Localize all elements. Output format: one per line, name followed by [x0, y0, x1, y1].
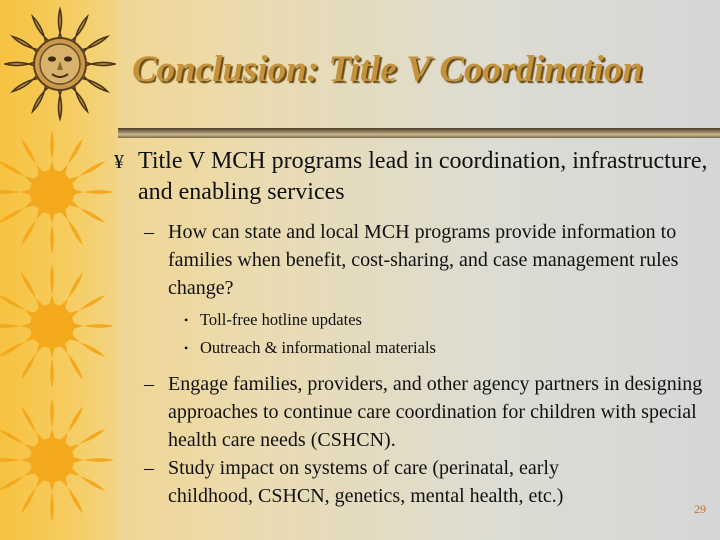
sub-bullet	[114, 218, 714, 302]
dash-marker: –	[144, 221, 154, 243]
sun-ray	[48, 398, 57, 443]
sun-ray	[69, 456, 114, 465]
sun-ray	[48, 130, 57, 175]
main-bullet	[114, 146, 714, 208]
main-bullet-text: Title V MCH programs lead in coordination, infrastructure, and enabling services	[138, 148, 708, 205]
slide-title: Conclusion: Title V Coordination	[132, 49, 643, 90]
sub-sub-bullet	[114, 306, 714, 334]
dot-marker: •	[184, 313, 189, 327]
sun-ray	[48, 343, 57, 388]
sun-icon	[0, 396, 116, 524]
sub-sub-list	[114, 306, 714, 362]
sun-ray	[69, 188, 114, 197]
sun-ray	[48, 264, 57, 309]
dash-marker: –	[144, 373, 154, 395]
sun-ray	[48, 209, 57, 254]
slide-content	[114, 146, 714, 510]
sun-icon	[0, 128, 116, 256]
dot-marker: •	[184, 341, 189, 355]
sub-sub-bullet-text: Toll-free hotline updates	[200, 310, 362, 329]
sub-bullet-text: Study impact on systems of care (perinatal, early childhood, CSHCN, genetics, mental health, etc.)	[168, 457, 564, 507]
sub-bullet-text: Engage families, providers, and other agency partners in designing approaches to continue care coordination for children with special health care needs (CSHCN).	[168, 373, 703, 451]
sub-sub-bullet-text: Outreach & informational materials	[200, 338, 436, 357]
dash-marker: –	[144, 457, 154, 479]
page-number: 29	[694, 502, 706, 516]
bullet-marker-icon: ¥	[114, 151, 124, 173]
sun-face-icon	[4, 4, 116, 122]
sun-ray	[0, 456, 35, 465]
sub-sub-bullet	[114, 334, 714, 362]
sub-bullet-text: How can state and local MCH programs provide information to families when benefit, cost-sharing, and case management rules change?	[168, 221, 679, 299]
sun-ray	[48, 477, 57, 522]
title-divider	[118, 128, 720, 138]
sun-ray	[0, 188, 35, 197]
sub-bullet	[114, 370, 714, 454]
sub-bullet	[114, 454, 714, 510]
sun-ray	[69, 322, 114, 331]
sun-icon	[0, 262, 116, 390]
sun-ray	[0, 322, 35, 331]
